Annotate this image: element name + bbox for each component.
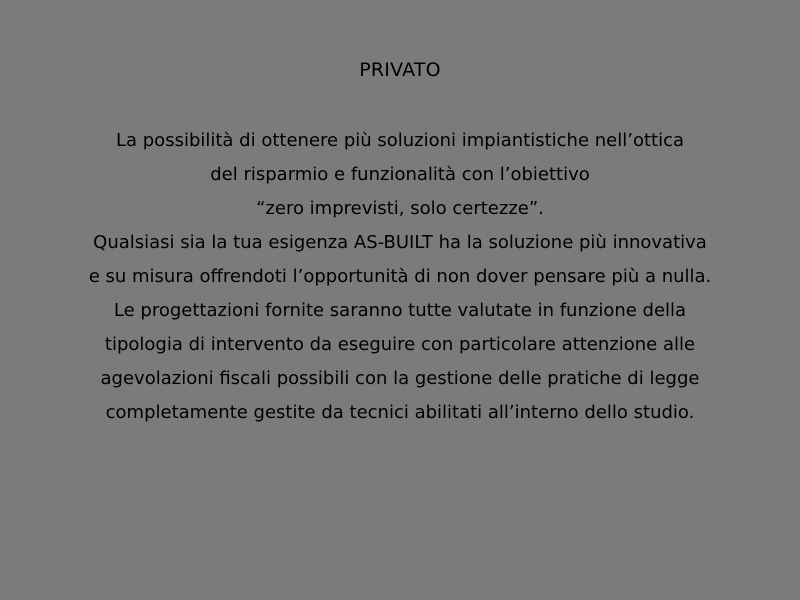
body-line: “zero imprevisti, solo certezze”. <box>256 198 544 219</box>
body-line: Le progettazioni fornite saranno tutte valutate in funzione della <box>113 300 687 321</box>
body-line: Qualsiasi sia la tua esigenza AS-BUILT ha la soluzione più innovativa <box>93 232 707 253</box>
body-line: completamente gestite da tecnici abilitati all’interno dello studio. <box>105 402 695 423</box>
body-line: e su misura offrendoti l’opportunità di non dover pensare più a nulla. <box>88 266 712 287</box>
slide-body <box>20 124 780 430</box>
body-line: del risparmio e funzionalità con l’obiettivo <box>210 164 590 185</box>
slide-title: PRIVATO <box>359 59 441 81</box>
body-line: agevolazioni fiscali possibili con la gestione delle pratiche di legge <box>100 368 700 389</box>
body-line: La possibilità di ottenere più soluzioni impiantistiche nell’ottica <box>115 130 685 151</box>
body-line: tipologia di intervento da eseguire con particolare attenzione alle <box>104 334 696 355</box>
